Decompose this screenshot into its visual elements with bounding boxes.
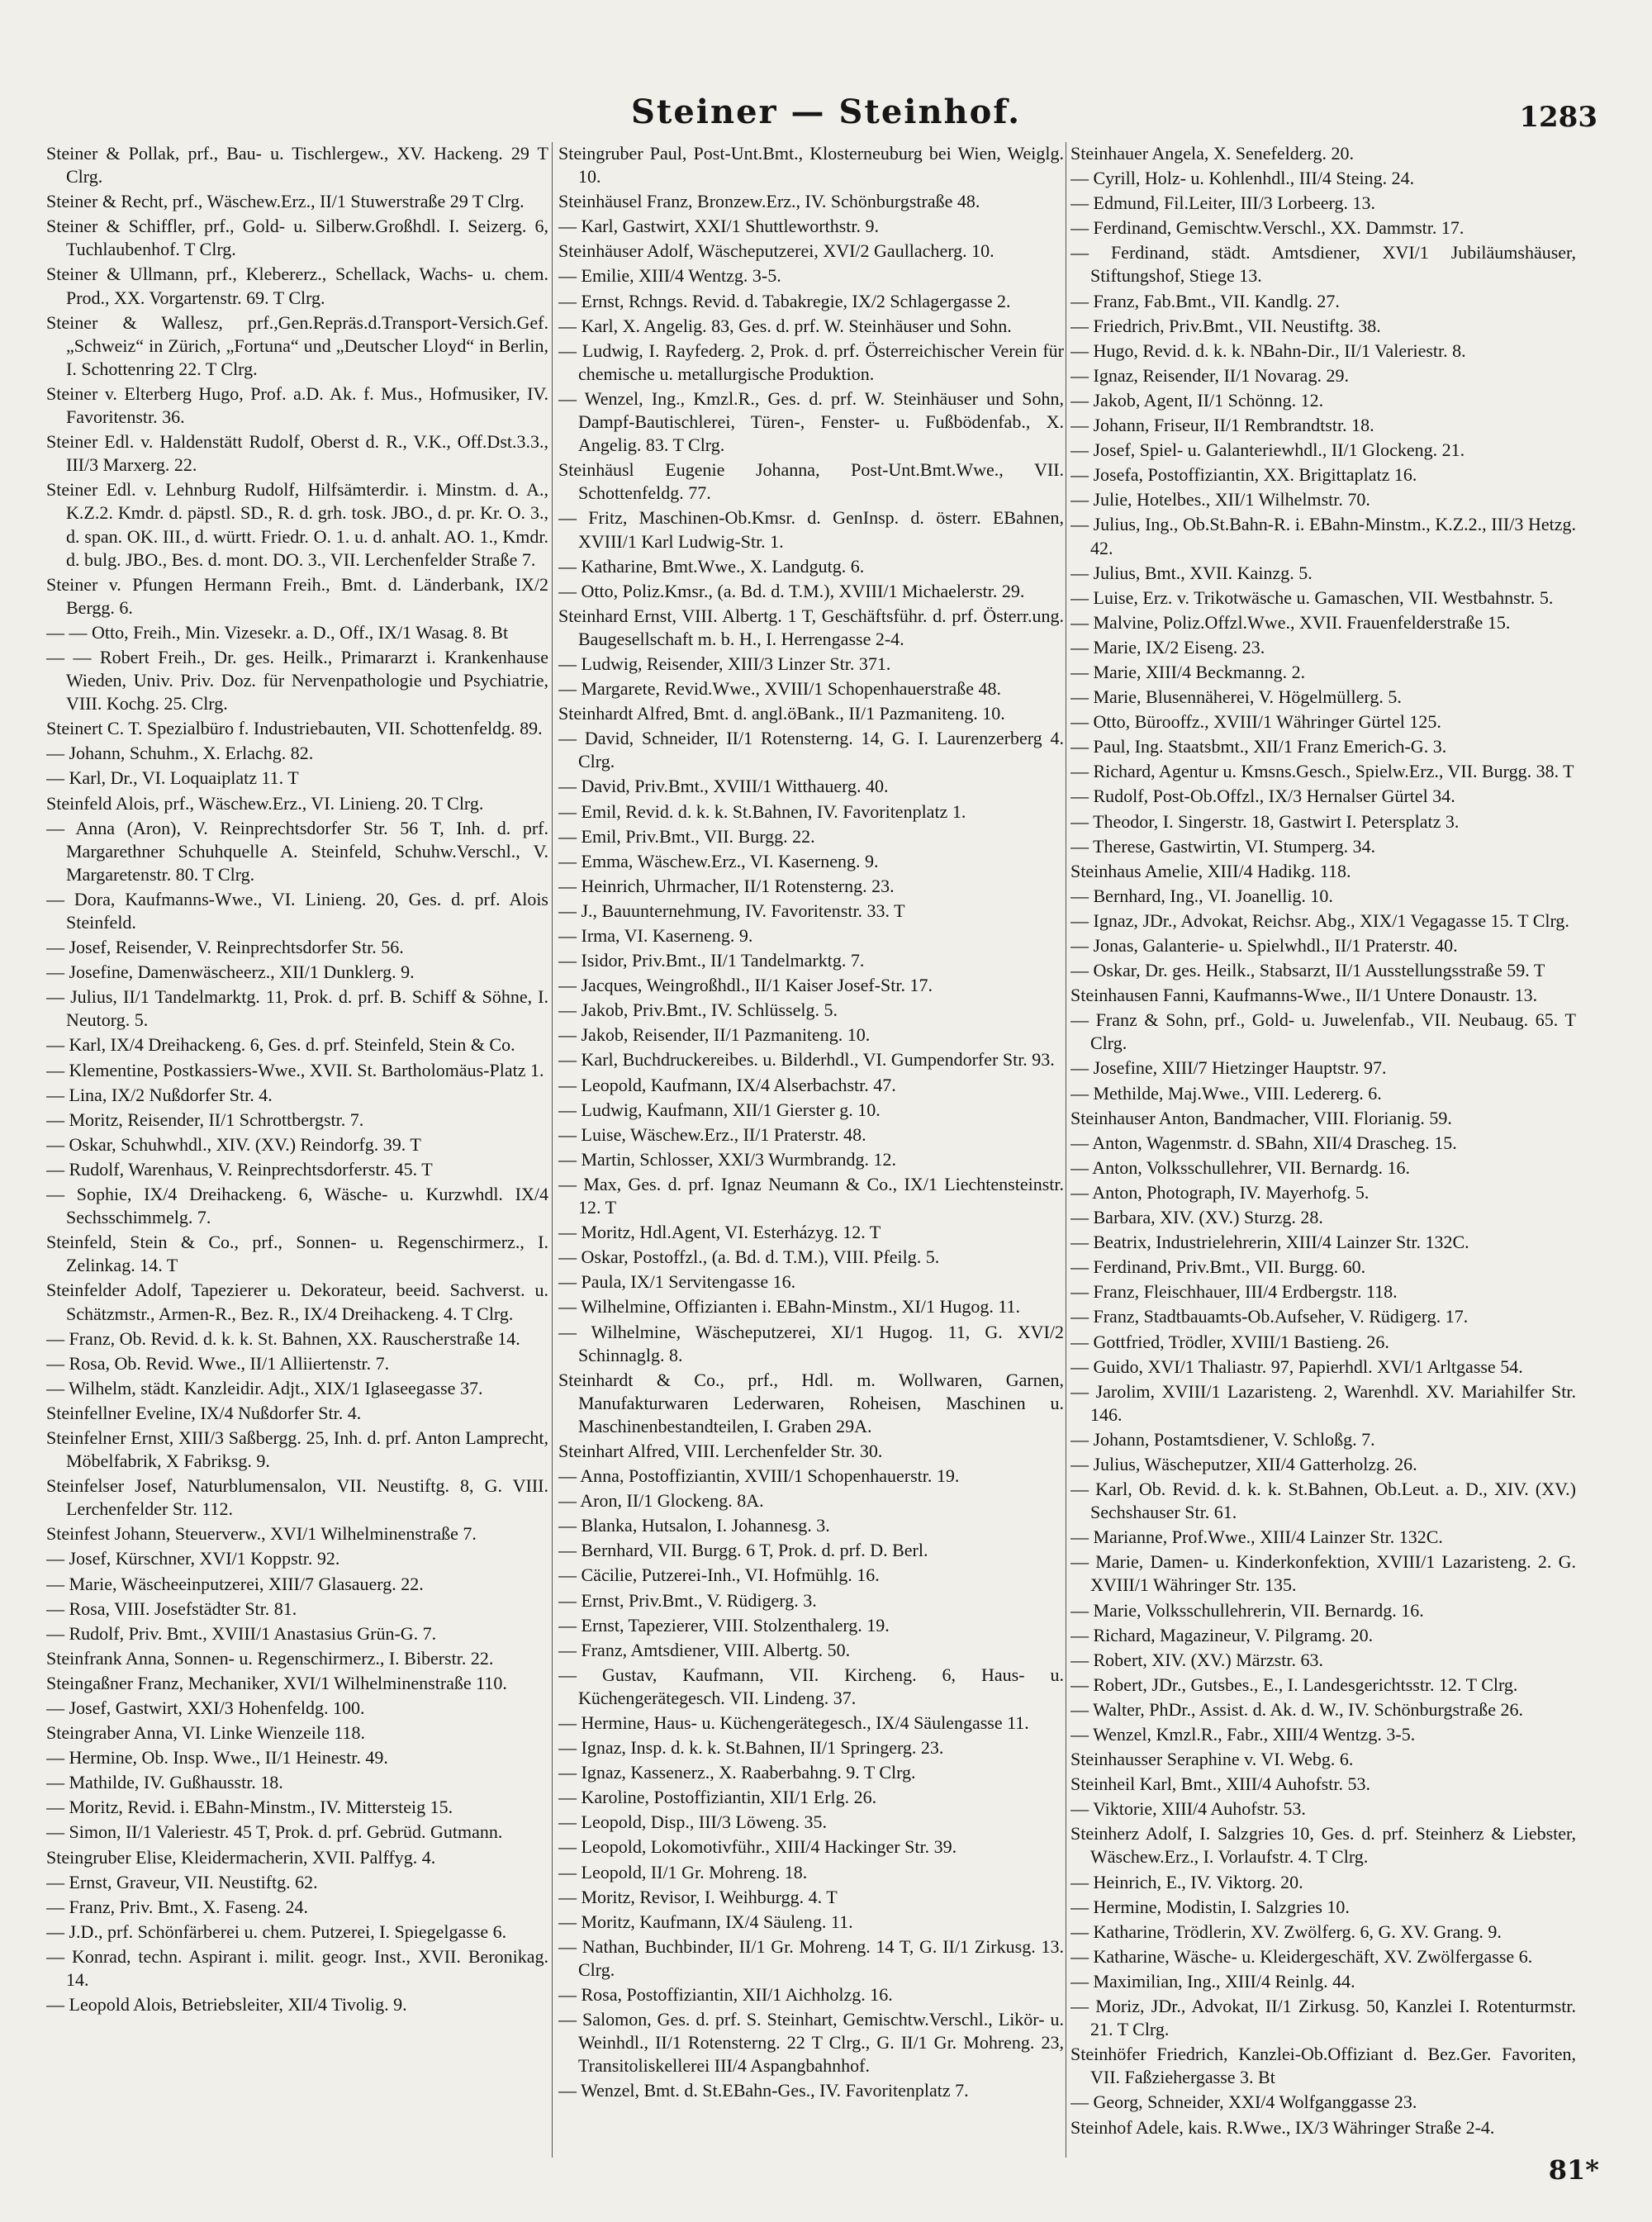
directory-entry: Steinhard Ernst, VIII. Albertg. 1 T, Geschäftsführ. d. prf. Österr.ung. Baugesellschaft m. b. H., I. Herrengasse 2-4. (558, 605, 1064, 649)
directory-entry: Steinfrank Anna, Sonnen- u. Regenschirmerz., I. Biberstr. 22. (46, 1647, 494, 1669)
directory-entry: Steinherz Adolf, I. Salzgries 10, Ges. d. prf. Steinherz & Liebster, Wäschew.Erz., I. Vorlaufstr. 4. T Clrg. (1070, 1823, 1576, 1868)
directory-entry: — Viktorie, XIII/4 Auhofstr. 53. (1070, 1798, 1306, 1820)
directory-entry: Steinhardt Alfred, Bmt. d. angl.öBank., II/1 Pazmaniteng. 10. (558, 703, 1005, 724)
directory-entry: — Johann, Postamtsdiener, V. Schloßg. 7. (1070, 1428, 1375, 1450)
directory-entry: — Jacques, Weingroßhdl., II/1 Kaiser Josef-Str. 17. (558, 975, 933, 996)
directory-entry: — Irma, VI. Kaserneng. 9. (558, 925, 753, 946)
directory-entry: — Katharine, Trödlerin, XV. Zwölferg. 6, G. XV. Grang. 9. (1070, 1921, 1502, 1942)
directory-entry: Steinhäusl Eugenie Johanna, Post-Unt.Bmt.Wwe., VII. Schottenfeldg. 77. (558, 459, 1064, 504)
directory-entry: — Walter, PhDr., Assist. d. Ak. d. W., IV. Schönburgstraße 26. (1070, 1698, 1523, 1720)
directory-entry: — Fritz, Maschinen-Ob.Kmsr. d. GenInsp. d. österr. EBahnen, XVIII/1 Karl Ludwig-Str. 1. (558, 507, 1064, 552)
directory-entry: — Rosa, Ob. Revid. Wwe., II/1 Alliiertenstr. 7. (46, 1352, 390, 1374)
directory-entry: Steinhart Alfred, VIII. Lerchenfelder Str. 30. (558, 1440, 883, 1461)
directory-entry: — David, Priv.Bmt., XVIII/1 Witthauerg. 40. (558, 776, 889, 797)
directory-entry: — Julius, Ing., Ob.St.Bahn-R. i. EBahn-Minstm., K.Z.2., III/3 Hetzg. 42. (1070, 514, 1576, 558)
directory-entry: — Blanka, Hutsalon, I. Johannesg. 3. (558, 1515, 830, 1536)
directory-entry: — Hermine, Haus- u. Küchengerätegesch., IX/4 Säulengasse 11. (558, 1712, 1029, 1733)
directory-entry: Steiner v. Elterberg Hugo, Prof. a.D. Ak. f. Mus., Hofmusiker, IV. Favoritenstr. 36. (46, 382, 548, 428)
directory-entry: — — Otto, Freih., Min. Vizesekr. a. D., Off., IX/1 Wasag. 8. Bt (46, 621, 509, 643)
directory-entry: — Ignaz, Insp. d. k. k. St.Bahnen, II/1 Springerg. 23. (558, 1737, 944, 1759)
directory-entry: Steinhäusel Franz, Bronzew.Erz., IV. Schönburgstraße 48. (558, 191, 980, 212)
directory-entry: — Otto, Poliz.Kmsr., (a. Bd. d. T.M.), XVIII/1 Michaelerstr. 29. (558, 580, 1025, 601)
directory-entry: — Katharine, Bmt.Wwe., X. Landgutg. 6. (558, 555, 865, 577)
directory-entry: — Jonas, Galanterie- u. Spielwhdl., II/1 Praterstr. 40. (1070, 935, 1458, 956)
directory-entry: — Wenzel, Bmt. d. St.EBahn-Ges., IV. Favoritenplatz 7. (558, 2080, 969, 2101)
directory-entry: — Rosa, VIII. Josefstädter Str. 81. (46, 1598, 297, 1619)
directory-entry: — Leopold, II/1 Gr. Mohreng. 18. (558, 1861, 808, 1883)
directory-entry: — Franz, Fleischhauer, III/4 Erdbergstr. 118. (1070, 1281, 1398, 1303)
directory-entry: Steiner & Recht, prf., Wäschew.Erz., II/1 Stuwerstraße 29 T Clrg. (46, 191, 525, 212)
directory-entry: — Franz, Priv. Bmt., X. Faseng. 24. (46, 1896, 308, 1917)
directory-entry: Steinhof Adele, kais. R.Wwe., IX/3 Währinger Straße 2-4. (1070, 2116, 1495, 2138)
directory-entry: — Karl, Dr., VI. Loquaiplatz 11. T (46, 767, 299, 789)
directory-entry: — Ludwig, Reisender, XIII/3 Linzer Str. 371. (558, 653, 891, 674)
directory-entry: — Julius, II/1 Tandelmarktg. 11, Prok. d. prf. B. Schiff & Söhne, I. Neutorg. 5. (46, 986, 548, 1031)
directory-entry: — Franz, Fab.Bmt., VII. Kandlg. 27. (1070, 290, 1340, 311)
directory-column-3 (1070, 142, 1576, 2149)
directory-entry: — Moritz, Hdl.Agent, VI. Esterházyg. 12. T (558, 1222, 881, 1243)
directory-entry: Steinhaus Amelie, XIII/4 Hadikg. 118. (1070, 860, 1351, 881)
directory-entry: — Otto, Bürooffz., XVIII/1 Währinger Gürtel 125. (1070, 711, 1441, 733)
directory-entry: — Anna, Postoffiziantin, XVIII/1 Schopenhauerstr. 19. (558, 1465, 960, 1487)
directory-entry: Steinhauer Angela, X. Senefelderg. 20. (1070, 143, 1354, 164)
directory-entry: — Luise, Erz. v. Trikotwäsche u. Gamaschen, VII. Westbahnstr. 5. (1070, 586, 1554, 608)
directory-entry: Steinfelser Josef, Naturblumensalon, VII. Neustiftg. 8, G. VIII. Lerchenfelder Str. 112. (46, 1475, 548, 1520)
directory-entry: — Anton, Wagenmstr. d. SBahn, XII/4 Drascheg. 15. (1070, 1132, 1457, 1153)
directory-entry: Steiner Edl. v. Haldenstätt Rudolf, Oberst d. R., V.K., Off.Dst.3.3., III/3 Marxerg. 22. (46, 431, 548, 476)
directory-entry: — Leopold Alois, Betriebsleiter, XII/4 Tivolig. 9. (46, 1994, 407, 2015)
directory-entry: Steinhauser Anton, Bandmacher, VIII. Florianig. 59. (1070, 1107, 1452, 1128)
directory-entry: — Jakob, Agent, II/1 Schönng. 12. (1070, 389, 1324, 411)
directory-entry: — Marie, Wäscheeinputzerei, XIII/7 Glasauerg. 22. (46, 1573, 424, 1594)
directory-entry: — Anton, Volksschullehrer, VII. Bernardg. 16. (1070, 1156, 1410, 1178)
directory-entry: Steinhausser Seraphine v. VI. Webg. 6. (1070, 1749, 1354, 1770)
directory-entry: — Wilhelmine, Wäscheputzerei, XI/1 Hugog. 11, G. XVI/2 Schinnaglg. 8. (558, 1321, 1064, 1365)
directory-entry: — David, Schneider, II/1 Rotensterng. 14, G. I. Laurenzerberg 4. Clrg. (558, 728, 1064, 772)
directory-entry: — Hermine, Ob. Insp. Wwe., II/1 Heinestr. 49. (46, 1747, 388, 1769)
directory-entry: — Moriz, JDr., Advokat, II/1 Zirkusg. 50, Kanzlei I. Rotenturmstr. 21. T Clrg. (1070, 1996, 1576, 2040)
directory-entry: Steinheil Karl, Bmt., XIII/4 Auhofstr. 53. (1070, 1773, 1370, 1795)
directory-entry: Steinert C. T. Spezialbüro f. Industriebauten, VII. Schottenfeldg. 89. (46, 718, 543, 739)
directory-entry: — Ignaz, Reisender, II/1 Novarag. 29. (1070, 364, 1349, 386)
directory-entry: — J., Bauunternehmung, IV. Favoritenstr. 33. T (558, 900, 905, 921)
directory-entry: — Josef, Gastwirt, XXI/3 Hohenfeldg. 100. (46, 1697, 365, 1718)
page-header (0, 93, 1652, 142)
directory-entry: — Rudolf, Post-Ob.Offzl., IX/3 Hernalser Gürtel 34. (1070, 786, 1455, 807)
directory-entry: — Ferdinand, städt. Amtsdiener, XVI/1 Jubiläumshäuser, Stiftungshof, Stiege 13. (1070, 242, 1576, 287)
directory-entry: — Moritz, Revisor, I. Weihburgg. 4. T (558, 1886, 838, 1907)
directory-entry: — Marie, XIII/4 Beckmanng. 2. (1070, 661, 1306, 682)
directory-entry: — Robert, XIV. (XV.) Märzstr. 63. (1070, 1649, 1323, 1670)
directory-entry: — Mathilde, IV. Gußhausstr. 18. (46, 1772, 283, 1793)
directory-entry: Steinhäuser Adolf, Wäscheputzerei, XVI/2 Gaullacherg. 10. (558, 240, 995, 262)
directory-entry: — Marie, Volksschullehrerin, VII. Bernardg. 16. (1070, 1599, 1424, 1621)
column-divider (552, 142, 553, 2158)
directory-entry: — Ignaz, JDr., Advokat, Reichsr. Abg., XIX/1 Vegagasse 15. T Clrg. (1070, 909, 1569, 931)
directory-entry: — Josef, Kürschner, XVI/1 Koppstr. 92. (46, 1548, 340, 1569)
directory-entry: — Jakob, Reisender, II/1 Pazmaniteng. 10. (558, 1024, 871, 1046)
directory-column-2 (558, 142, 1064, 2149)
directory-entry: — Aron, II/1 Glockeng. 8A. (558, 1490, 764, 1512)
directory-entry: — Josefine, Damenwäscheerz., XII/1 Dunklerg. 9. (46, 961, 415, 983)
directory-entry: — Ernst, Priv.Bmt., V. Rüdigerg. 3. (558, 1589, 817, 1611)
directory-entry: — Gottfried, Trödler, XVIII/1 Bastieng. 26. (1070, 1331, 1389, 1352)
directory-entry: — Julius, Wäscheputzer, XII/4 Gatterholzg. 26. (1070, 1453, 1417, 1474)
directory-entry: — Johann, Schuhm., X. Erlachg. 82. (46, 743, 314, 764)
directory-entry: — Ferdinand, Gemischtw.Verschl., XX. Dammstr. 17. (1070, 217, 1464, 239)
directory-entry: Steinfest Johann, Steuerverw., XVI/1 Wilhelminenstraße 7. (46, 1523, 477, 1545)
directory-entry: — Rudolf, Warenhaus, V. Reinprechtsdorferstr. 45. T (46, 1158, 433, 1180)
directory-entry: — Franz, Amtsdiener, VIII. Albertg. 50. (558, 1639, 851, 1660)
directory-entry: — Moritz, Reisender, II/1 Schrottbergstr. 7. (46, 1109, 364, 1130)
directory-entry: — Marie, Damen- u. Kinderkonfektion, XVIII/1 Lazaristeng. 2. G. XVIII/1 Währinger Str. 135. (1070, 1551, 1576, 1596)
directory-entry: — Emma, Wäschew.Erz., VI. Kaserneng. 9. (558, 850, 879, 871)
directory-entry: — Georg, Schneider, XXI/4 Wolfganggasse 23. (1070, 2091, 1417, 2113)
directory-entry: — Klementine, Postkassiers-Wwe., XVII. St. Bartholomäus-Platz 1. (46, 1059, 544, 1080)
directory-entry: — Wenzel, Ing., Kmzl.R., Ges. d. prf. W. Steinhäuser und Sohn, Dampf-Bautischlerei, Türen-, Fenster- u. Fußbödenfab., X. Angelig. 83. T Clrg. (558, 387, 1064, 456)
directory-entry: — Max, Ges. d. prf. Ignaz Neumann & Co., IX/1 Liechtensteinstr. 12. T (558, 1173, 1064, 1218)
directory-entry: — Julius, Bmt., XVII. Kainzg. 5. (1070, 562, 1313, 583)
directory-entry: Steiner Edl. v. Lehnburg Rudolf, Hilfsämterdir. i. Minstm. d. A., K.Z.2. Kmdr. d. päpstl. SD., R. d. grh. tosk. JBO., d. pr. Kr. O. 3., d. span. OK. III., d. württ. Friedr. O. 1. u. d. anhalt. AO. 1., Kmdr. d. bulg. JBO., Bes. d. mont. DO. 3., VII. Lerchenfelder Straße 7. (46, 479, 548, 570)
directory-entry: — Beatrix, Industrielehrerin, XIII/4 Lainzer Str. 132C. (1070, 1232, 1469, 1253)
directory-entry: — Ferdinand, Priv.Bmt., VII. Burgg. 60. (1070, 1256, 1366, 1278)
directory-entry: — Nathan, Buchbinder, II/1 Gr. Mohreng. 14 T, G. II/1 Zirkusg. 13. Clrg. (558, 1935, 1064, 1980)
directory-entry: — Maximilian, Ing., XIII/4 Reinlg. 44. (1070, 1970, 1355, 1992)
directory-entry: — — Robert Freih., Dr. ges. Heilk., Primararzt i. Krankenhause Wieden, Univ. Priv. Doz. für Nervenpathologie und Psychiatrie, VIII. Kochg. 25. Clrg. (46, 646, 548, 715)
directory-entry: — Methilde, Maj.Wwe., VIII. Ledererg. 6. (1070, 1082, 1382, 1104)
directory-entry: — Therese, Gastwirtin, VI. Stumperg. 34. (1070, 835, 1376, 857)
directory-entry: Steiner & Wallesz, prf.,Gen.Repräs.d.Transport-Versich.Gef. „Schweiz“ in Zürich, „Fortuna“ und „Deutscher Lloyd“ in Berlin, I. Schottenring 22. T Clrg. (46, 311, 548, 379)
directory-entry: — Theodor, I. Singerstr. 18, Gastwirt I. Petersplatz 3. (1070, 810, 1460, 832)
directory-entry: — Josef, Spiel- u. Galanteriewhdl., II/1 Glockeng. 21. (1070, 439, 1465, 461)
directory-entry: — Ludwig, Kaufmann, XII/1 Gierster g. 10. (558, 1099, 881, 1120)
directory-entry: — Paula, IX/1 Servitengasse 16. (558, 1271, 796, 1293)
directory-entry: — Hermine, Modistin, I. Salzgries 10. (1070, 1896, 1350, 1917)
directory-entry: — Wilhelm, städt. Kanzleidir. Adjt., XIX/1 Iglaseegasse 37. (46, 1377, 483, 1398)
directory-entry: — Marianne, Prof.Wwe., XIII/4 Lainzer Str. 132C. (1070, 1526, 1443, 1548)
directory-entry: Steinfelner Ernst, XIII/3 Saßbergg. 25, Inh. d. prf. Anton Lamprecht, Möbelfabrik, X Fabriksg. 9. (46, 1427, 548, 1472)
directory-entry: — Salomon, Ges. d. prf. S. Steinhart, Gemischtw.Verschl., Likör- u. Weinhdl., II/1 Rotensterng. 22 T Clrg., G. II/1 Gr. Mohreng. 23, Transitoliskellerei III/4 Aspangbahnhof. (558, 2009, 1064, 2077)
directory-entry: — Karl, Ob. Revid. d. k. k. St.Bahnen, Ob.Leut. a. D., XIV. (XV.) Sechshauser Str. 61. (1070, 1479, 1576, 1523)
directory-entry: — Ernst, Graveur, VII. Neustiftg. 62. (46, 1871, 318, 1892)
directory-entry: — Paul, Ing. Staatsbmt., XII/1 Franz Emerich-G. 3. (1070, 736, 1447, 757)
directory-entry: — Anna (Aron), V. Reinprechtsdorfer Str. 56 T, Inh. d. prf. Margarethner Schuhquelle A. Steinfeld, Schuhw.Verschl., V. Margaretenstr. 80. T Clrg. (46, 817, 548, 885)
directory-entry: — Bernhard, VII. Burgg. 6 T, Prok. d. prf. D. Berl. (558, 1540, 928, 1561)
directory-entry: — Richard, Agentur u. Kmsns.Gesch., Spielw.Erz., VII. Burgg. 38. T (1070, 761, 1574, 782)
directory-entry: — Gustav, Kaufmann, VII. Kircheng. 6, Haus- u. Küchengerätegesch. VII. Lindeng. 37. (558, 1664, 1064, 1708)
directory-entry: — Emilie, XIII/4 Wentzg. 3-5. (558, 265, 781, 287)
directory-entry: — Heinrich, E., IV. Viktorg. 20. (1070, 1871, 1303, 1892)
directory-entry: — Margarete, Revid.Wwe., XVIII/1 Schopenhauerstraße 48. (558, 678, 1001, 700)
directory-entry: — Karl, IX/4 Dreihackeng. 6, Ges. d. prf. Steinfeld, Stein & Co. (46, 1034, 515, 1056)
directory-entry: Steinfeld Alois, prf., Wäschew.Erz., VI. Linieng. 20. T Clrg. (46, 792, 484, 814)
directory-entry: — Bernhard, Ing., VI. Joanellig. 10. (1070, 885, 1333, 906)
directory-entry: — Wenzel, Kmzl.R., Fabr., XIII/4 Wentzg. 3-5. (1070, 1724, 1416, 1745)
directory-entry: — Guido, XVI/1 Thaliastr. 97, Papierhdl. XVI/1 Arltgasse 54. (1070, 1356, 1523, 1377)
directory-entry: — Jakob, Priv.Bmt., IV. Schlüsselg. 5. (558, 999, 838, 1021)
directory-entry: — Friedrich, Priv.Bmt., VII. Neustiftg. 38. (1070, 315, 1381, 336)
directory-entry: — Simon, II/1 Valeriestr. 45 T, Prok. d. prf. Gebrüd. Gutmann. (46, 1821, 503, 1843)
directory-entry: — Malvine, Poliz.Offzl.Wwe., XVII. Frauenfelderstraße 15. (1070, 611, 1511, 633)
directory-entry: — Franz & Sohn, prf., Gold- u. Juwelenfab., VII. Neubaug. 65. T Clrg. (1070, 1009, 1576, 1054)
directory-column-1 (46, 142, 548, 2149)
directory-entry: — Leopold, Disp., III/3 Löweng. 35. (558, 1811, 828, 1833)
directory-entry: — Heinrich, Uhrmacher, II/1 Rotensterng. 23. (558, 875, 895, 896)
directory-entry: — Johann, Friseur, II/1 Rembrandtstr. 18. (1070, 415, 1374, 436)
running-title: Steiner — Steinhof. (630, 93, 1022, 131)
directory-entry: — Marie, Blusennäherei, V. Högelmüllerg. 5. (1070, 686, 1402, 708)
signature-mark: 81* (1548, 2154, 1599, 2186)
directory-entry: — Franz, Stadtbauamts-Ob.Aufseher, V. Rüdigerg. 17. (1070, 1306, 1469, 1327)
directory-entry: Steinhardt & Co., prf., Hdl. m. Wollwaren, Garnen, Manufakturwaren Lederwaren, Roheisen, Maschinen u. Maschinenbestandteilen, I. Graben 29A. (558, 1369, 1064, 1436)
directory-entry: Steinfeld, Stein & Co., prf., Sonnen- u. Regenschirmerz., I. Zelinkag. 14. T (46, 1232, 548, 1276)
directory-entry: — Katharine, Wäsche- u. Kleidergeschäft, XV. Zwölfergasse 6. (1070, 1945, 1533, 1967)
directory-entry: — Karl, Gastwirt, XXI/1 Shuttleworthstr. 9. (558, 216, 880, 237)
directory-entry: Steiner & Schiffler, prf., Gold- u. Silberw.Großhdl. I. Seizerg. 6, Tuchlaubenhof. T Clrg. (46, 216, 548, 260)
directory-entry: Steiner & Pollak, prf., Bau- u. Tischlergew., XV. Hackeng. 29 T Clrg. (46, 143, 548, 188)
directory-entry: — Cyrill, Holz- u. Kohlenhdl., III/4 Steing. 24. (1070, 168, 1415, 189)
directory-entry: — Ludwig, I. Rayfederg. 2, Prok. d. prf. Österreichischer Verein für chemische u. metallurgische Produktion. (558, 339, 1064, 384)
directory-entry: Steinhöfer Friedrich, Kanzlei-Ob.Offiziant d. Bez.Ger. Favoriten, VII. Faßziehergasse 3. Bt (1070, 2044, 1576, 2088)
directory-entry: — Oskar, Schuhwhdl., XIV. (XV.) Reindorfg. 39. T (46, 1133, 421, 1155)
directory-entry: Steingaßner Franz, Mechaniker, XVI/1 Wilhelminenstraße 110. (46, 1672, 507, 1693)
directory-entry: — Dora, Kaufmanns-Wwe., VI. Linieng. 20, Ges. d. prf. Alois Steinfeld. (46, 888, 548, 933)
directory-entry: — Moritz, Revid. i. EBahn-Minstm., IV. Mittersteig 15. (46, 1797, 453, 1818)
directory-entry: — Cäcilie, Putzerei-Inh., VI. Hofmühlg. 16. (558, 1564, 880, 1586)
directory-entry: — Oskar, Dr. ges. Heilk., Stabsarzt, II/1 Ausstellungsstraße 59. T (1070, 960, 1545, 981)
directory-entry: — Emil, Priv.Bmt., VII. Burgg. 22. (558, 825, 815, 847)
directory-entry: — Ernst, Rchngs. Revid. d. Tabakregie, IX/2 Schlagergasse 2. (558, 290, 1011, 311)
directory-entry: — Lina, IX/2 Nußdorfer Str. 4. (46, 1084, 273, 1105)
directory-entry: — Ignaz, Kassenerz., X. Raaberbahng. 9. T Clrg. (558, 1762, 916, 1783)
directory-entry: — Marie, IX/2 Eiseng. 23. (1070, 636, 1265, 658)
directory-entry: — Josef, Reisender, V. Reinprechtsdorfer Str. 56. (46, 937, 404, 958)
directory-entry: — Robert, JDr., Gutsbes., E., I. Landesgerichtsstr. 12. T Clrg. (1070, 1674, 1518, 1695)
directory-entry: Steiner v. Pfungen Hermann Freih., Bmt. d. Länderbank, IX/2 Bergg. 6. (46, 573, 548, 618)
directory-entry: Steinhausen Fanni, Kaufmanns-Wwe., II/1 Untere Donaustr. 13. (1070, 985, 1538, 1006)
directory-entry: — Oskar, Postoffzl., (a. Bd. d. T.M.), VIII. Pfeilg. 5. (558, 1246, 940, 1268)
directory-entry: — Hugo, Revid. d. k. k. NBahn-Dir., II/1 Valeriestr. 8. (1070, 339, 1466, 361)
directory-entry: — Karl, Buchdruckereibes. u. Bilderhdl., VI. Gumpendorfer Str. 93. (558, 1049, 1055, 1071)
directory-entry: — Emil, Revid. d. k. k. St.Bahnen, IV. Favoritenplatz 1. (558, 800, 966, 822)
directory-entry: — Rosa, Postoffiziantin, XII/1 Aichholzg. 16. (558, 1984, 893, 2006)
directory-entry: — Anton, Photograph, IV. Mayerhofg. 5. (1070, 1181, 1370, 1203)
directory-entry: — Franz, Ob. Revid. d. k. k. St. Bahnen, XX. Rauscherstraße 14. (46, 1327, 520, 1349)
directory-entry: Steingraber Anna, VI. Linke Wienzeile 118. (46, 1722, 366, 1744)
directory-entry: Steingruber Paul, Post-Unt.Bmt., Klosterneuburg bei Wien, Weiglg. 10. (558, 143, 1064, 188)
directory-entry: Steinfellner Eveline, IX/4 Nußdorfer Str. 4. (46, 1402, 362, 1423)
directory-entry: — Isidor, Priv.Bmt., II/1 Tandelmarktg. 7. (558, 950, 865, 971)
directory-entry: Steinfelder Adolf, Tapezierer u. Dekorateur, beeid. Sachverst. u. Schätzmstr., Armen-R., Bez. R., IX/4 Dreihackeng. 4. T Clrg. (46, 1280, 548, 1324)
directory-entry: — Rudolf, Priv. Bmt., XVIII/1 Anastasius Grün-G. 7. (46, 1622, 437, 1644)
directory-entry: — Josefa, Postoffiziantin, XX. Brigittaplatz 16. (1070, 464, 1417, 486)
directory-entry: — Luise, Wäschew.Erz., II/1 Praterstr. 48. (558, 1123, 866, 1145)
directory-entry: — Barbara, XIV. (XV.) Sturzg. 28. (1070, 1207, 1323, 1228)
directory-entry: — Konrad, techn. Aspirant i. milit. geogr. Inst., XVII. Beronikag. 14. (46, 1945, 548, 1991)
directory-entry: — Wilhelmine, Offizianten i. EBahn-Minstm., XI/1 Hugog. 11. (558, 1296, 1021, 1318)
directory-entry: Steingruber Elise, Kleidermacherin, XVII. Palffyg. 4. (46, 1846, 436, 1868)
directory-entry: — Martin, Schlosser, XXI/3 Wurmbrandg. 12. (558, 1148, 897, 1170)
page-number: 1283 (1519, 101, 1597, 134)
directory-entry: — Julie, Hotelbes., XII/1 Wilhelmstr. 70. (1070, 489, 1370, 510)
directory-entry: — Leopold, Lokomotivführ., XIII/4 Hackinger Str. 39. (558, 1836, 957, 1858)
directory-entry: — Ernst, Tapezierer, VIII. Stolzenthalerg. 19. (558, 1614, 890, 1636)
directory-entry: — Karoline, Postoffiziantin, XII/1 Erlg. 26. (558, 1787, 877, 1808)
directory-entry: — Edmund, Fil.Leiter, III/3 Lorbeerg. 13. (1070, 192, 1375, 214)
directory-entry: — Josefine, XIII/7 Hietzinger Hauptstr. 97. (1070, 1057, 1387, 1079)
directory-entry: Steiner & Ullmann, prf., Klebererz., Schellack, Wachs- u. chem. Prod., XX. Vorgartenstr. 69. T Clrg. (46, 264, 548, 308)
directory-entry: — Sophie, IX/4 Dreihackeng. 6, Wäsche- u. Kurzwhdl. IX/4 Sechsschimmelg. 7. (46, 1184, 548, 1228)
directory-entry: — Leopold, Kaufmann, IX/4 Alserbachstr. 47. (558, 1074, 896, 1095)
directory-entry: — J.D., prf. Schönfärberei u. chem. Putzerei, I. Spiegelgasse 6. (46, 1921, 507, 1942)
directory-entry: — Richard, Magazineur, V. Pilgramg. 20. (1070, 1624, 1374, 1645)
directory-entry: — Karl, X. Angelig. 83, Ges. d. prf. W. Steinhäuser und Sohn. (558, 315, 1012, 336)
directory-entry: — Jarolim, XVIII/1 Lazaristeng. 2, Warenhdl. XV. Mariahilfer Str. 146. (1070, 1380, 1576, 1425)
directory-entry: — Moritz, Kaufmann, IX/4 Säuleng. 11. (558, 1911, 853, 1932)
